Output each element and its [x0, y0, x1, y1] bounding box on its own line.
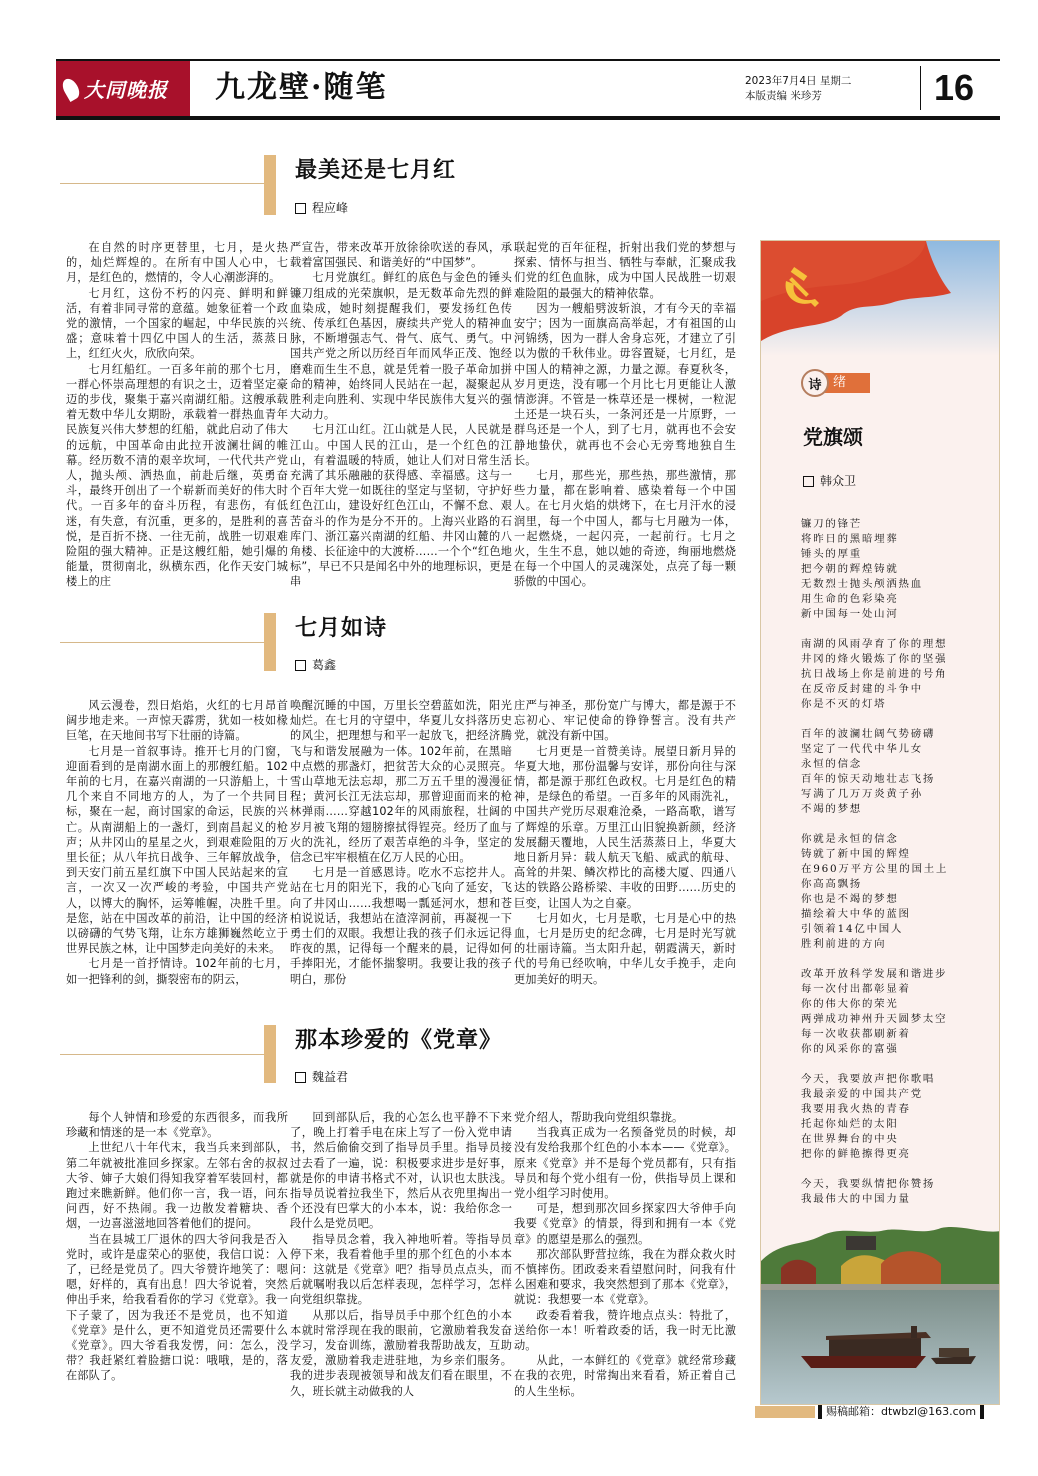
south-lake-red-boat-photo [761, 1206, 1000, 1405]
article-paragraph: 每个人钟情和珍爱的东西很多，而我所珍藏和情迷的是一本《党章》。 [66, 1111, 288, 1140]
poem-stanza [801, 517, 991, 622]
section-title: 九龙壁·随笔 [215, 70, 388, 105]
article-author: 程应峰 [312, 201, 349, 215]
poem-line: 南湖的风雨孕育了你的理想 [801, 638, 948, 650]
poem-stanza [801, 1072, 991, 1162]
poem-line: 把今朝的辉煌铸就 [801, 563, 899, 575]
article-paragraph: 七月是一首感恩诗。吃水不忘挖井人。站在七月的阳光下，我的心飞向了延安，飞向了井冈山……我想喝一瓢延河水，想和苍柏说说话，我想站在渣滓洞前，再凝视一下勇士们的双眼。我想让我的孩子们永远记得昨夜的黑，记得每一个醒来的晨，记得如何手捧阳光，才能怀揣黎明。我要让我的孩子明白，那份 [290, 866, 512, 986]
article-paragraph: 唤醒沉睡的中国，万里长空碧蓝如洗，阳光灿烂。在七月的守望中，华夏儿女抖落历史的风尘，把理想与和平一起放飞，把经济腾飞与和谐发展融为一体。102年前，在黑暗中点燃的那盏灯，把贫苦大众的心灵照亮。雪山草地无法忘却，那二万五千里的漫漫征程；黄河长江无法忘却，那曾迎面而来的枪林弹雨……穿越102年的风雨旅程，壮阔的岁月被飞翔的翅膀擦拭得锃亮。经历了血与火的洗礼，经历了艰苦卓绝的斗争，坚定的信念已牢牢根植在亿万人民的心田。 [290, 699, 512, 865]
page-editor: 本版责编 米珍芳 [745, 90, 822, 102]
poem-line: 在960万平方公里的国土上 [801, 863, 949, 875]
header-top-rule [56, 59, 1000, 61]
article-title: 那本珍爱的《党章》 [295, 1027, 503, 1053]
article-paragraph: 七月更是一首赞美诗。展望日新月异的华夏大地，那份温馨与安详，那份向往与深情，都是源于那红色政权。七月是红色的精神，是绿色的希望。一百多年的风雨洗礼，中国共产党历尽艰难沧桑，一路高歌，谱写了辉煌的乐章。万里江山旧貌换新颜，经济发展翻天覆地，人民生活蒸蒸日上，华夏大地日新月异：载人航天飞船、威武的航母、高耸的井架、鳞次栉比的高楼大厦、四通八达的铁路公路桥梁、丰收的田野……历史的巨变，让国人为之自豪。 [514, 744, 736, 910]
byline-box-icon [295, 203, 306, 214]
poem-line: 铸就了新中国的辉煌 [801, 848, 911, 860]
poem-line: 引领着14亿中国人 [801, 923, 904, 935]
issue-date: 2023年7月4日 星期二 [745, 75, 852, 87]
poem-title: 党旗颂 [803, 425, 863, 449]
poem-line: 井冈的烽火锻炼了你的坚强 [801, 653, 948, 665]
article-title: 七月如诗 [295, 615, 388, 641]
poem-line: 今天，我要纵情把你赞扬 [801, 1178, 936, 1190]
poem-line: 锤头的厚重 [801, 548, 862, 560]
byline-box-icon [295, 660, 306, 671]
article-paragraph: 当在县城工厂退休的四大爷问我是否入党时，或许是虚荣心的驱使，我信口说：入了，已经是党员了。四大爷赞许地笑了：嗯嗯，好样的，真有出息！四大爷说着，突然伸出手来，给我看看你的学习《党章》。我一下子蒙了，因为我还不是党员，也不知道《党章》是什么，更不知道党员还需要什么《党章》。四大爷看我发愣，问：怎么，没带？我赶紧红着脸搪口说：哦哦，是的，落在部队了。 [66, 1232, 288, 1383]
poem-line: 每一次付出都彰显着 [801, 983, 911, 995]
poem-sidebar [760, 240, 1000, 1405]
article-byline [295, 1069, 348, 1085]
poem-line: 百年的波澜壮阔气势磅礴 [801, 728, 936, 740]
poem-line: 我要用我火热的青春 [801, 1103, 911, 1115]
article-paragraph: 庄严与神圣，那份宽广与博大，都是源于不忘初心、牢记使命的铮铮誓言。没有共产党，就没有新中国。 [514, 699, 736, 743]
article-column [514, 1110, 736, 1399]
poem-line: 我最伟大的中国力量 [801, 1193, 911, 1205]
article-paragraph: 因为一艘船劈波斩浪，才有今天的幸福安宁；因为一面旗高高举起，才有祖国的山河锦绣，因为一群人舍身忘死，才建立了引以为傲的千秋伟业。毋容置疑，七月红，是中国人的精神之源，力量之源。春夏秋冬，岁月更迭，没有哪一个月比七月更能让人激情澎湃。不管是一株草还是一棵树，一粒泥土还是一块石头，一条河还是一片原野，一群鸟还是一个人，到了七月，就再也不会安静地蛰伏，就再也不会心无旁骛地独自生长。 [514, 301, 736, 467]
poem-stanza [801, 832, 991, 952]
article-paragraph: 从那以后，指导员手中那个红色的小本本就时常浮现在我的眼前，它激励着我发奋学习，发奋训练，激励着我帮助战友，互助友爱，激励着我走进驻地，为乡亲们服务。我的进步表现被领导和战友们看在眼里，不久，班长就主动做我的人 [290, 1308, 512, 1398]
poem-line: 你高高飘扬 [801, 878, 862, 890]
poem-line: 你的伟大你的荣光 [801, 998, 899, 1010]
article-paragraph: 当我真正成为一名预备党员的时候，却没有发给我那个红色的小本本——《党章》。原来《党章》并不是每个党员都有，只有指导员和每个党小组有一份，供指导员上课和党小组学习时使用。 [514, 1126, 736, 1201]
article-column [66, 698, 288, 987]
poem-line: 写满了几万万炎黄子孙 [801, 788, 923, 800]
article-paragraph: 七月红船红。一百多年前的那个七月，一群心怀崇高理想的有识之士，迈着坚定豪迈的步伐，聚集于嘉兴南湖红船。这艘承载着无数中华儿女期盼，承载着一群热血青年民族复兴伟大梦想的红船，就此启动了伟大的远航，中国革命由此拉开波澜壮阔的帷幕。经历数不清的艰辛坎坷，一代代共产党人，抛头颅、洒热血，前赴后继，英勇奋斗，最终开创出了一个崭新而美好的伟大时代。一百多年的奋斗历程，有悲伤，有低迷，有失意，有沉重，更多的，是胜利的喜悦，是百折不挠、一往无前，战胜一切艰难险阻的强大精神。正是这艘红船，她引爆的能量，贯彻南北，纵横东西，化作天安门城楼上的庄 [66, 362, 288, 589]
poem-line: 用生命的色彩染亮 [801, 593, 899, 605]
article-paragraph: 七月是一首叙事诗。推开七月的门窗，迎面看到的是南湖水面上的那艘红船。102年前的七月，在嘉兴南湖的一只游船上，十几个来自不同地方的人，为了一个共同目标，聚在一起，商讨国家的命运，民族的兴亡。从南湖船上的一盏灯，到南昌起义的枪声；从井冈山的星星之火，到艰难险阻的万里长征；从八年抗日战争、三年解放战争，到天安门前五星红旗下中国人民站起来的宣言，一次又一次严峻的考验，中国共产党人，以博大的胸怀，运筹帷幄，决胜千里。是您，站在中国改革的前沿，让中国的经济以磅礴的气势飞翔，让东方雄狮巍然屹立于世界民族之林，让中国梦走向美好的未来。 [66, 744, 288, 956]
poem-line: 今天，我要放声把你歌唱 [801, 1073, 936, 1085]
poem-line: 我最亲爱的中国共产党 [801, 1088, 923, 1100]
article-paragraph: 七月党旗红。鲜红的底色与金色的锤头镰刀组成的光荣旗帜，是无数革命先烈的鲜血染成，她时刻提醒我们，要发扬红色传统、传承红色基因，赓续共产党人的精神血脉，不断增强志气、骨气、底气、勇气。中国共产党之所以历经百年而风华正茂、饱经磨难而生生不息，就是凭着一股子革命加拼命的精神，始终同人民站在一起，凝聚起从胜利走向胜利、实现中华民族伟大复兴的强大动力。 [290, 271, 512, 422]
article-paragraph: 党介绍人，帮助我向党组织靠拢。 [514, 1111, 684, 1124]
article-head-rule [60, 1054, 264, 1055]
poem-stanza [801, 637, 991, 712]
poem-line: 两弹成功神州升天圆梦太空 [801, 1013, 948, 1025]
poem-line: 在世界舞台的中央 [801, 1133, 899, 1145]
article-column [514, 698, 736, 987]
poem-stanza [801, 967, 991, 1057]
article-paragraph: 七月是一首抒情诗。102年前的七月，如一把锋利的剑，撕裂密布的阴云， [66, 957, 288, 986]
poem-line: 托起你灿烂的太阳 [801, 1118, 899, 1130]
article-column [66, 240, 288, 590]
submission-email: 赐稿邮箱：dtwbzl@163.com [818, 1405, 984, 1419]
poem-line: 镰刀的锋芒 [801, 518, 862, 530]
article-paragraph: 七月，那些光，那些热，那些激情，那些力量，都在影响着、感染着每一个中国人。在七月火焰的烘烤下，在七月汗水的浸润里，每一个中国人，都与七月融为一体，一起燃烧，一起闪亮，一起前行。七月之火，生生不息，她以她的奇迹，绚丽地燃烧在每一个中国人的灵魂深处，点亮了每一颗骄傲的中国心。 [514, 469, 736, 589]
article-paragraph: 政委看着我，赞许地点点头：特批了，送给你一本！听着政委的话，我一时无比激动。 [514, 1308, 736, 1353]
article-head-rule [60, 183, 264, 184]
poem-line: 永恒的信念 [801, 758, 862, 770]
newspaper-logo [56, 61, 190, 116]
byline-box-icon [803, 476, 814, 487]
tag-circle: 诗 [801, 369, 829, 397]
article-paragraph: 可是，想到那次回乡探家四大爷伸手向我要《党章》的情景，得到和拥有一本《党章》的愿望是那么的强烈。 [514, 1202, 736, 1246]
poem-line: 坚定了一代代中华儿女 [801, 743, 923, 755]
poem-line: 描绘着大中华的蓝图 [801, 908, 911, 920]
article-paragraph: 七月如火，七月是歌，七月是心中的热血，七月是历史的纪念碑，七月是时光写就的壮丽诗篇。当太阳升起，朝霞满天，新时代的号角已经吹响，中华儿女手挽手，走向更加美好的明天。 [514, 911, 736, 986]
article-head-rule [60, 642, 264, 643]
poem-line: 百年的惊天动地壮志飞扬 [801, 773, 936, 785]
poem-line: 每一次收获都刷新着 [801, 1028, 911, 1040]
poem-line: 把你的鲜艳擦得更亮 [801, 1148, 911, 1160]
article-column [290, 698, 512, 987]
poem-line: 在反帝反封建的斗争中 [801, 683, 923, 695]
article-paragraph: 联起党的百年征程，折射出我们党的梦想与探索、情怀与担当、牺牲与奉献，汇聚成我们党的红色血脉，成为中国人民战胜一切艰难险阻的最强大的精神依靠。 [514, 241, 736, 300]
header-bottom-rule [56, 116, 1000, 120]
poem-line: 抗日战场上你是前进的号角 [801, 668, 948, 680]
poem-line: 你是不灭的灯塔 [801, 698, 887, 710]
poem-line: 无数烈士抛头颅洒热血 [801, 578, 923, 590]
poem-line: 你的风采你的富强 [801, 1043, 899, 1055]
article-paragraph: 回到部队后，我的心怎么也平静不下来了，晚上打着手电在床上写了一份入党申请书，然后偷偷交到了指导员手里。指导员接过去看了一遍，说：积极要求进步是好事，就是你的申请书格式不对，认识也太肤浅。指导员说着拉我坐下，然后从衣兜里掏出一个还没有巴掌大的小本本，说：我给你念一段什么是党员吧。 [290, 1111, 512, 1231]
poem-line: 你就是永恒的信念 [801, 833, 899, 845]
poem-line: 改革开放科学发展和谐进步 [801, 968, 948, 980]
party-flag-image [761, 241, 1000, 356]
article-byline [295, 657, 336, 673]
poem-byline [803, 473, 856, 489]
byline-box-icon [295, 1072, 306, 1083]
article-column [290, 1110, 512, 1399]
article-paragraph: 七月红，这份不朽的闪亮、鲜明和鲜活，有着非同寻常的意蕴。她象征着一个政党的激情，一个国家的崛起，中华民族的兴盛；意味着十四亿中国人的生活，蒸蒸日上，红红火火，欣欣向荣。 [66, 286, 288, 361]
article-head-bar [264, 613, 276, 671]
article-column [290, 240, 512, 590]
article-paragraph: 那次部队野营拉练，我在为群众救火时不慎摔伤。团政委来看望慰问时，问我有什么困难和要求，我突然想到了那本《党章》，就说：我想要一本《党章》。 [514, 1247, 736, 1307]
tag-label: 绪 [825, 373, 870, 393]
poem-line: 你也是不竭的梦想 [801, 893, 899, 905]
article-paragraph: 严宣告，带来改革开放徐徐吹送的春风，承载着富国强民、和谐美好的“中国梦”。 [290, 241, 512, 270]
article-head-bar [264, 1025, 276, 1083]
poem-stanza [801, 727, 991, 817]
poem-line: 胜利前进的方向 [801, 938, 887, 950]
article-paragraph: 上世纪八十年代末，我当兵来到部队，第二年就被批准回乡探家。左邻右舍的叔叔大爷、婶子大娘们得知我穿着军装回村，都跑过来瞧新鲜。他们你一言，我一语，问东问西，好不热闹。我一边散发着糖块、香烟，一边喜滋滋地回答着他们的提问。 [66, 1141, 288, 1231]
article-column [514, 240, 736, 590]
article-author: 葛鑫 [312, 658, 337, 672]
poem-line: 新中国每一处山河 [801, 608, 899, 620]
logo-text: 大同晚报 [84, 78, 168, 102]
article-paragraph: 指导员念着，我入神地听着。等指导员停下来，我看着他手里的那个红色的小本本问：这就是《党章》吧？指导员点点头，而后就嘱咐我以后怎样表现，怎样学习，怎样向党组织靠拢。 [290, 1232, 512, 1307]
footer-accent-bar [755, 1406, 815, 1418]
poem-line: 不竭的梦想 [801, 803, 862, 815]
article-byline [295, 200, 348, 216]
article-paragraph: 七月江山红。江山就是人民，人民就是江山。中国人民的江山，是一个红色的江山，有着温暖的特质，她让人们对日常生活充满了其乐融融的获得感、幸福感。这与一个百年大党一如既往的坚定与坚韧，守护好红色江山，建设好红色江山，不懈不怠、艰苦奋斗的作为是分不开的。上海兴业路的石库门、浙江嘉兴南湖的红船、井冈山麓的八角楼、长征途中的大渡桥……一个个“红色地标”，早已不只是闻名中外的地理标识，更是串 [290, 423, 512, 589]
article-paragraph: 风云漫卷，烈日焰焰，火红的七月昂首阔步地走来。一声惊天霹雳，犹如一枝如椽巨笔，在天地间书写下壮丽的诗篇。 [66, 699, 288, 743]
poem-column-tag [801, 369, 870, 397]
article-paragraph: 在自然的时序更替里，七月，是火热的，灿烂辉煌的。在所有中国人心中，七月，是红色的，燃情的，令人心潮澎湃的。 [66, 241, 288, 285]
poem-body [801, 517, 991, 1282]
page-number: 16 [934, 67, 975, 108]
flame-icon [59, 75, 82, 101]
article-paragraph: 从此，一本鲜红的《党章》就经常珍藏在我的衣兜，时常掏出来看看，矫正着自己的人生坐标。 [514, 1354, 736, 1398]
poem-line: 将昨日的黑暗埋葬 [801, 533, 899, 545]
article-title: 最美还是七月红 [295, 157, 457, 183]
poem-author: 韩众卫 [820, 474, 857, 488]
article-author: 魏益君 [312, 1070, 349, 1084]
article-column [66, 1110, 288, 1384]
header-divider [920, 66, 921, 110]
article-head-bar [264, 155, 276, 215]
